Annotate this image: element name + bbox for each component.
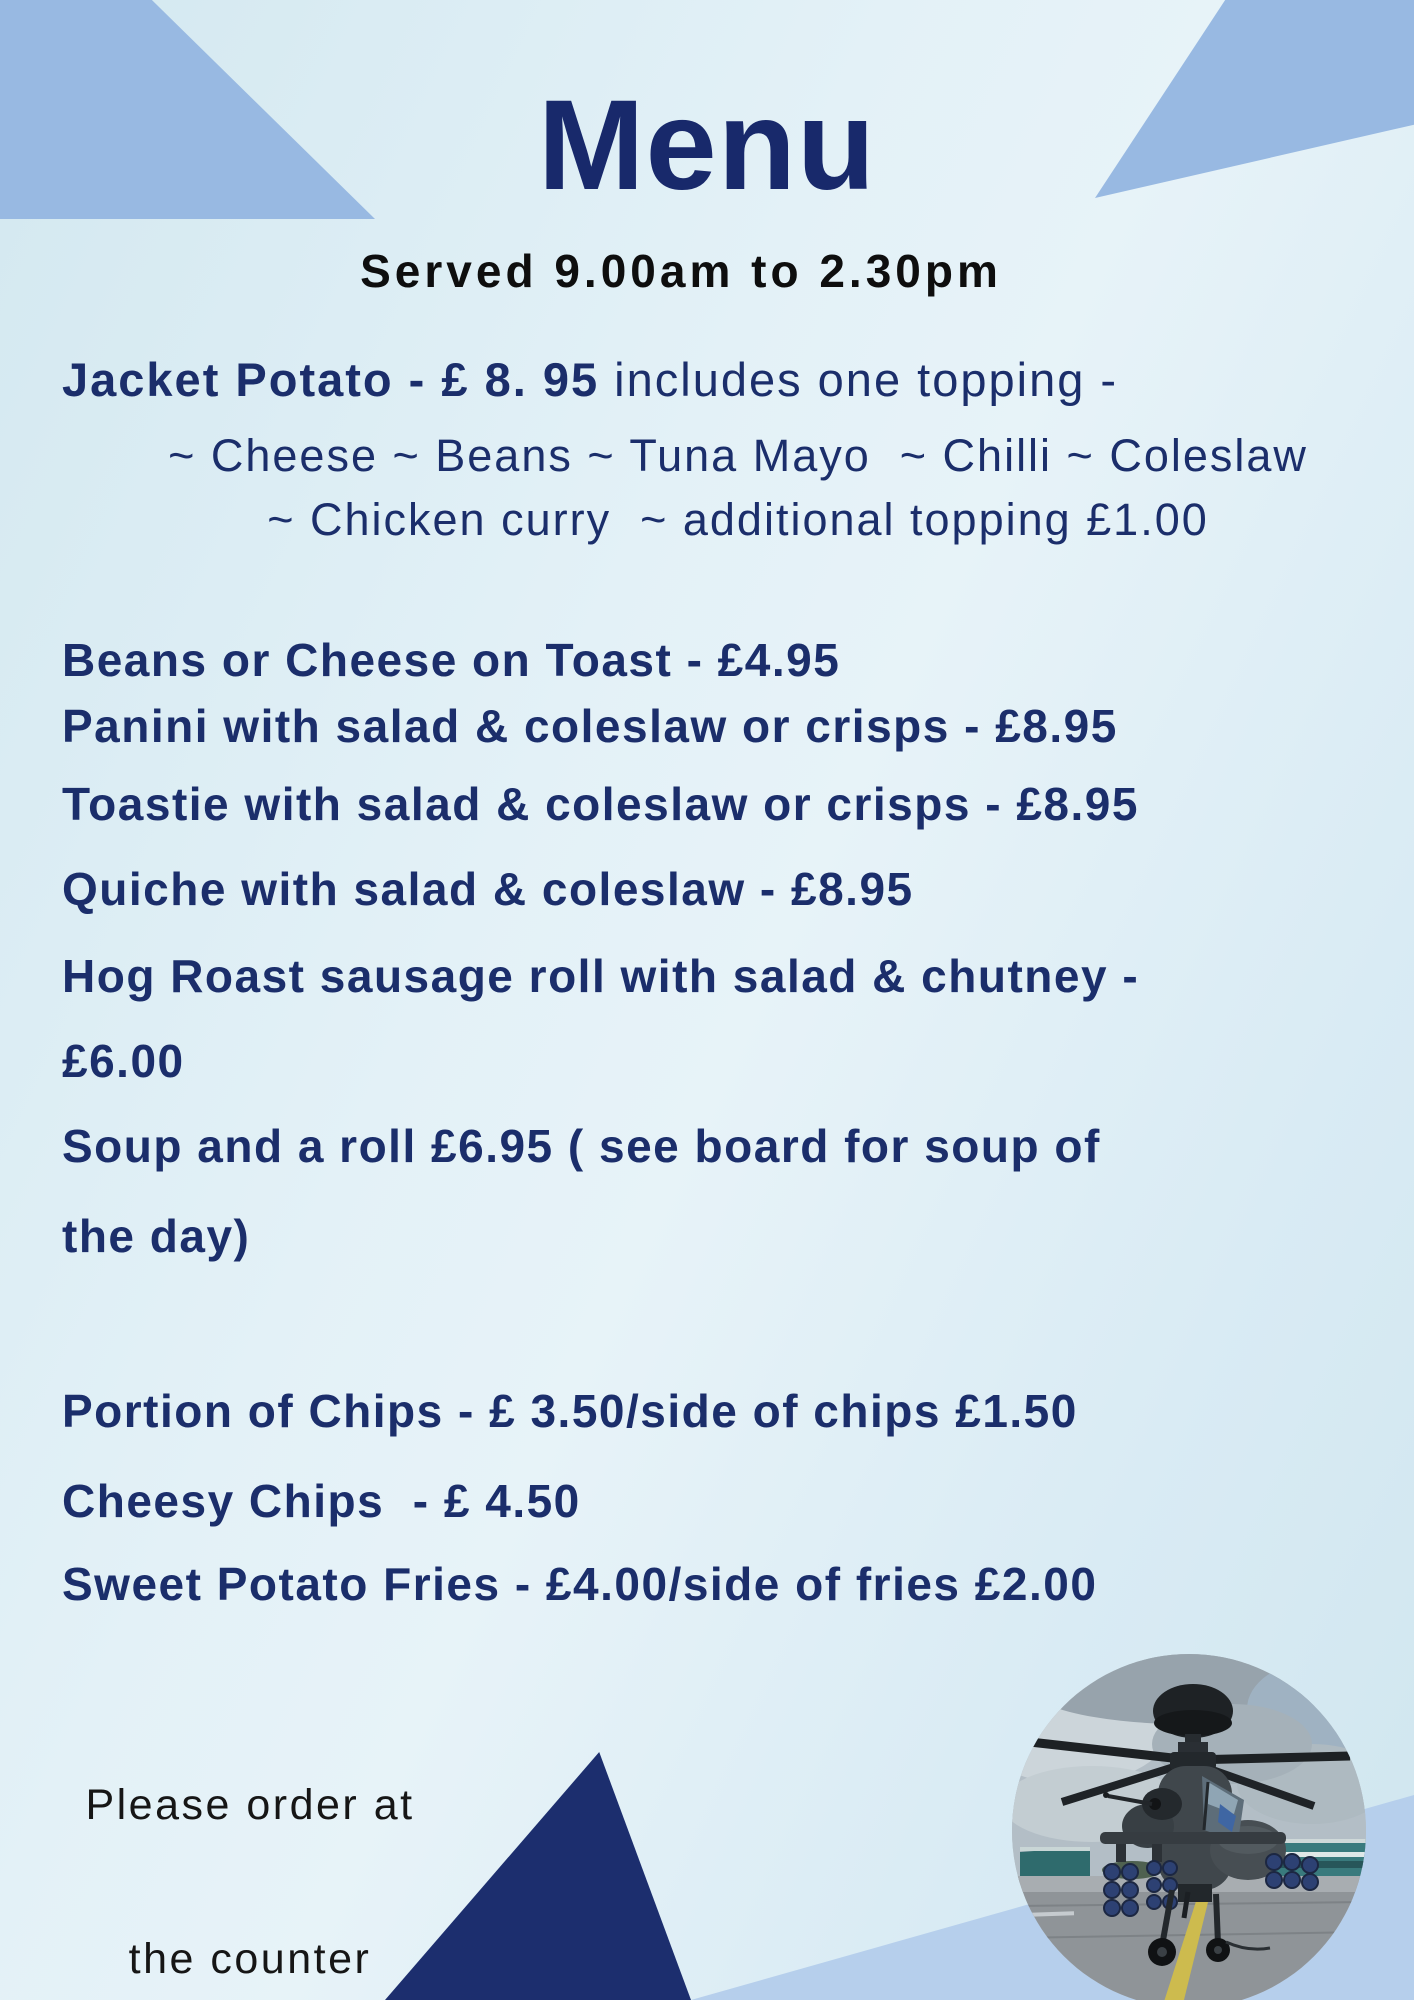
menu-item-beans-cheese-toast: Beans or Cheese on Toast - £4.95 — [62, 634, 841, 686]
order-note-line2: the counter — [128, 1935, 372, 1983]
jacket-potato-line — [62, 352, 1118, 407]
jacket-potato-note: includes one topping - — [614, 353, 1119, 406]
apache-helicopter-photo — [1012, 1654, 1366, 2000]
menu-item-soup-line1: Soup and a roll £6.95 ( see board for soup of — [62, 1120, 1101, 1172]
menu-item-soup-line2: the day) — [62, 1210, 251, 1262]
jacket-potato-name-price: Jacket Potato - £ 8. 95 — [62, 353, 615, 406]
serving-hours: Served 9.00am to 2.30pm — [360, 245, 1002, 297]
menu-item-quiche: Quiche with salad & coleslaw - £8.95 — [62, 863, 914, 915]
order-note-line1: Please order at — [85, 1781, 415, 1829]
page-title: Menu — [537, 74, 877, 217]
helicopter-illustration — [1012, 1654, 1366, 2000]
menu-item-panini: Panini with salad & coleslaw or crisps - £8.95 — [62, 700, 1118, 752]
menu-item-portion-chips: Portion of Chips - £ 3.50/side of chips £1.50 — [62, 1385, 1078, 1437]
menu-item-cheesy-chips: Cheesy Chips - £ 4.50 — [62, 1475, 581, 1527]
order-note — [40, 1767, 460, 1998]
menu-item-hog-roast-price: £6.00 — [62, 1035, 185, 1087]
menu-item-hog-roast-line1: Hog Roast sausage roll with salad & chutney - — [62, 950, 1140, 1002]
menu-item-toastie: Toastie with salad & coleslaw or crisps - £8.95 — [62, 778, 1139, 830]
toppings-line-1: ~ Cheese ~ Beans ~ Tuna Mayo ~ Chilli ~ Coleslaw — [168, 430, 1308, 481]
toppings-line-2: ~ Chicken curry ~ additional topping £1.00 — [267, 494, 1209, 545]
menu-item-sweet-potato-fries: Sweet Potato Fries - £4.00/side of fries £2.00 — [62, 1558, 1098, 1610]
